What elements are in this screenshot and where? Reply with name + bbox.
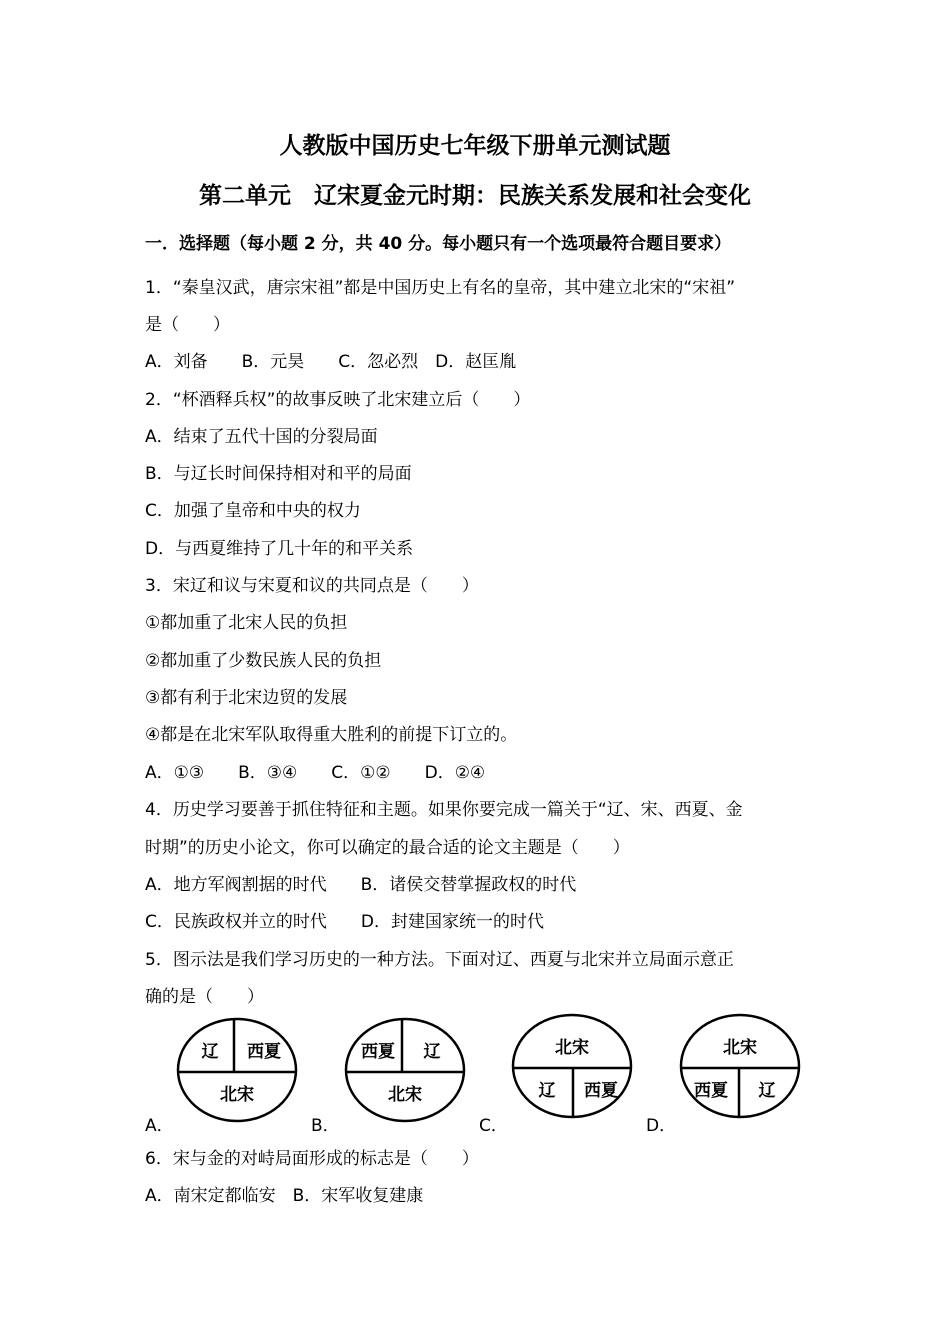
q6-options: A．南宋定都临安 B．宋军收复建康 xyxy=(145,1186,424,1206)
diagram-c-top-label: 北宋 xyxy=(555,1038,589,1058)
diagram-a-bottom-label: 北宋 xyxy=(220,1085,254,1105)
q5-option-b-letter: B． xyxy=(311,1116,340,1136)
q5-diagram-c xyxy=(507,1010,637,1122)
q2-option-d: D．与西夏维持了几十年的和平关系 xyxy=(145,539,414,559)
q3-statement-4: ④都是在北宋军队取得重大胜利的前提下订立的。 xyxy=(145,725,518,745)
diagram-d-bottom-right-label: 辽 xyxy=(758,1081,776,1101)
q3-stem: 3．宋辽和议与宋夏和议的共同点是（ ） xyxy=(145,576,479,596)
q2-option-b: B．与辽长时间保持相对和平的局面 xyxy=(145,464,412,484)
q5-option-d-letter: D． xyxy=(646,1116,677,1136)
q5-stem-line1: 5．图示法是我们学习历史的一种方法。下面对辽、西夏与北宋并立局面示意正 xyxy=(145,950,734,970)
section-heading: 一．选择题（每小题 2 分，共 40 分。每小题只有一个选项最符合题目要求） xyxy=(145,234,732,254)
diagram-a-top-left-label: 辽 xyxy=(201,1042,219,1062)
diagram-b-bottom-label: 北宋 xyxy=(388,1085,422,1105)
q4-stem-line2: 时期”的历史小论文，你可以确定的最合适的论文主题是（ ） xyxy=(145,838,630,858)
q1-stem-line2: 是（ ） xyxy=(145,315,230,335)
diagram-c-bottom-left-label: 辽 xyxy=(538,1081,556,1101)
q4-stem-line1: 4．历史学习要善于抓住特征和主题。如果你要完成一篇关于“辽、宋、西夏、金 xyxy=(145,800,743,820)
page-title: 人教版中国历史七年级下册单元测试题 xyxy=(279,133,671,159)
q5-option-c-letter: C． xyxy=(479,1116,508,1136)
q2-option-c: C．加强了皇帝和中央的权力 xyxy=(145,501,361,521)
q2-stem: 2．“杯酒释兵权”的故事反映了北宋建立后（ ） xyxy=(145,390,531,410)
q3-options: A．①③ B．③④ C．①② D．②④ xyxy=(145,763,486,783)
q5-diagram-b xyxy=(340,1014,470,1126)
q5-diagram-a xyxy=(172,1014,302,1126)
q3-statement-2: ②都加重了少数民族人民的负担 xyxy=(145,651,382,671)
q5-option-a-letter: A． xyxy=(145,1116,174,1136)
q5-stem-line2: 确的是（ ） xyxy=(145,987,264,1007)
q3-statement-3: ③都有利于北宋边贸的发展 xyxy=(145,688,348,708)
q2-option-a: A．结束了五代十国的分裂局面 xyxy=(145,427,378,447)
q4-options-cd: C．民族政权并立的时代 D．封建国家统一的时代 xyxy=(145,912,544,932)
q6-stem: 6．宋与金的对峙局面形成的标志是（ ） xyxy=(145,1149,479,1169)
diagram-a-top-right-label: 西夏 xyxy=(247,1042,281,1062)
diagram-d-bottom-left-label: 西夏 xyxy=(694,1081,728,1101)
diagram-d-top-label: 北宋 xyxy=(723,1038,757,1058)
diagram-b-top-right-label: 辽 xyxy=(423,1042,441,1062)
q3-statement-1: ①都加重了北宋人民的负担 xyxy=(145,613,348,633)
diagram-b-top-left-label: 西夏 xyxy=(361,1042,395,1062)
q4-options-ab: A．地方军阀割据的时代 B．诸侯交替掌握政权的时代 xyxy=(145,875,577,895)
q5-diagram-d xyxy=(675,1010,805,1122)
q1-stem-line1: 1．“秦皇汉武，唐宗宋祖”都是中国历史上有名的皇帝，其中建立北宋的“宋祖” xyxy=(145,278,736,298)
page-subtitle: 第二单元 辽宋夏金元时期：民族关系发展和社会变化 xyxy=(199,183,751,209)
q1-options: A．刘备 B．元昊 C．忽必烈 D．赵匡胤 xyxy=(145,352,517,372)
diagram-c-bottom-right-label: 西夏 xyxy=(584,1081,618,1101)
